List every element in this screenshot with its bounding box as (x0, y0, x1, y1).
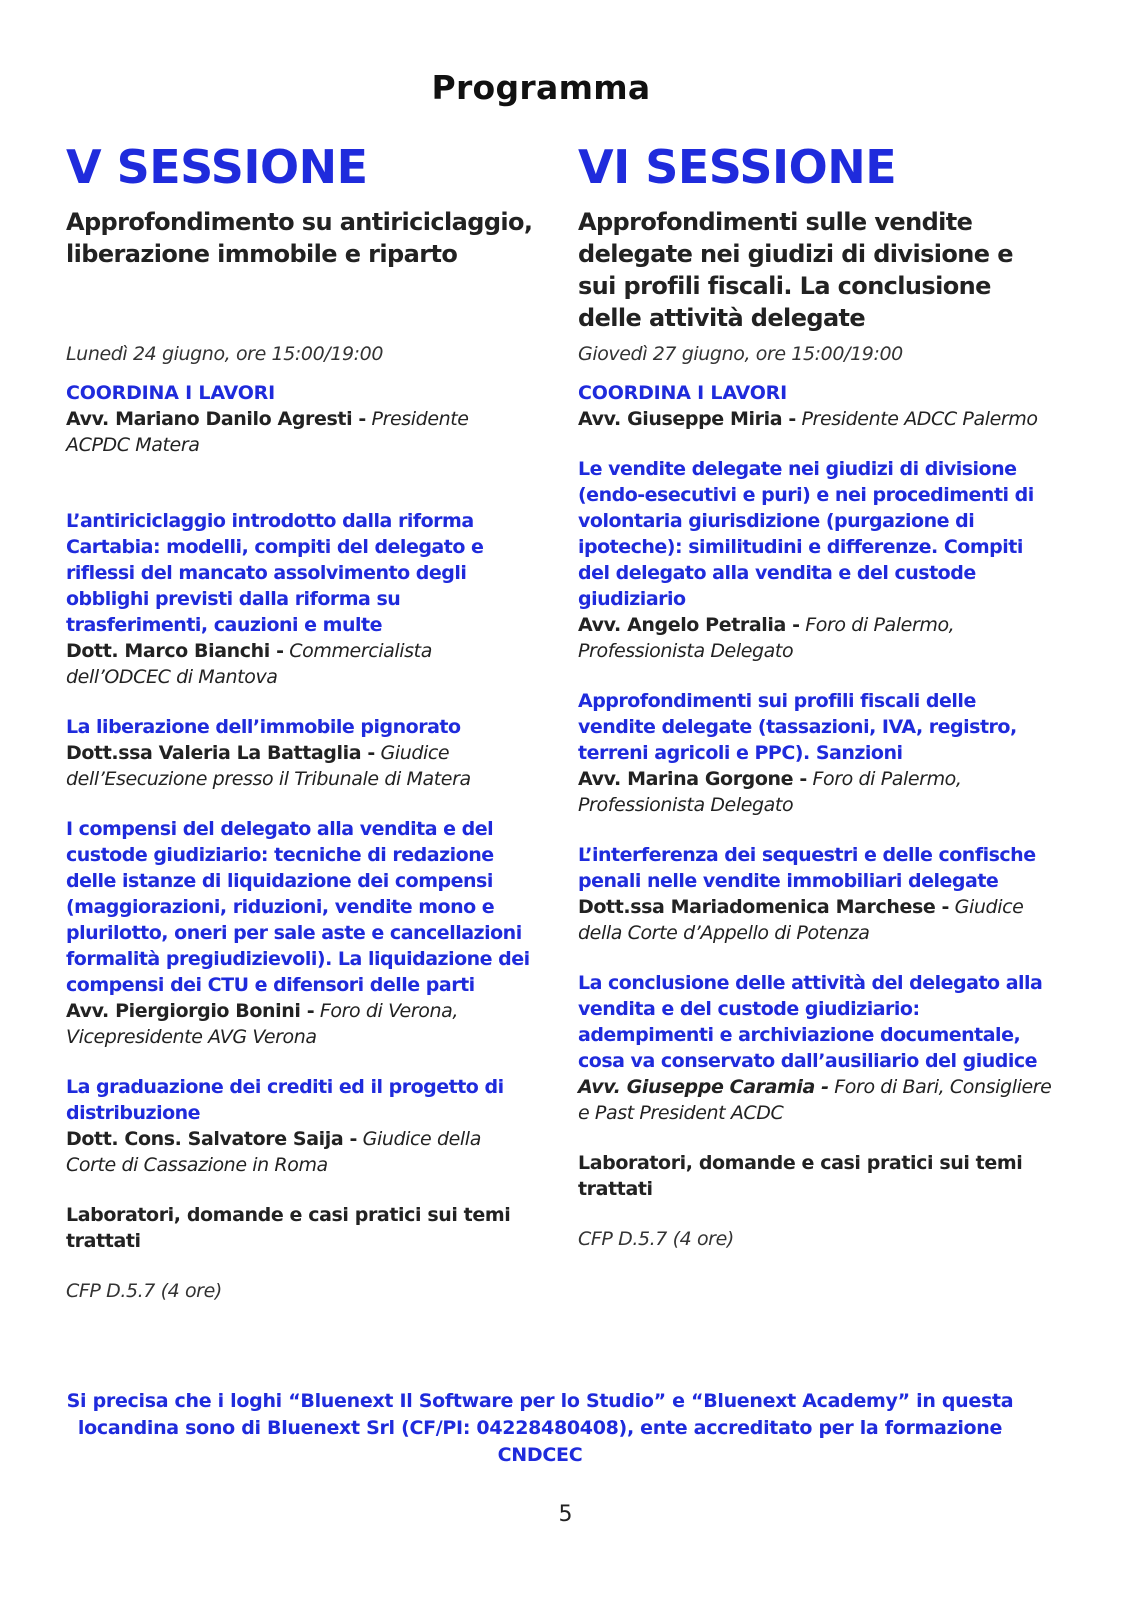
speaker-role: Giudice dell’Esecuzione presso il Tribunale di Matera (66, 742, 471, 790)
speaker-name: Dott.ssa Valeria La Battaglia - (66, 742, 375, 764)
speaker-name: Avv. Mariano Danilo Agresti - (66, 408, 366, 430)
talk-speaker (66, 740, 536, 792)
speaker-name: Avv. Piergiorgio Bonini - (66, 1000, 315, 1022)
session-title: V SESSIONE (66, 140, 368, 194)
talk-title: La conclusione delle attività del delegato alla vendita e del custode giudiziario: adempimenti e archiviazione documentale, cosa va conservato dall’ausiliario del giudice (578, 972, 1043, 1072)
speaker-role: Foro di Verona, Vicepresidente AVG Verona (66, 1000, 459, 1048)
speaker-role: Commercialista dell’ODCEC di Mantova (66, 640, 432, 688)
coordinator-speaker (578, 406, 1058, 432)
session-column-vi (578, 140, 1058, 1252)
talk-speaker (66, 1126, 536, 1178)
cfp-credits: CFP D.5.7 (4 ore) (66, 1280, 222, 1302)
speaker-role: Foro di Palermo, Professionista Delegato (578, 768, 962, 816)
talk-speaker (66, 638, 536, 690)
session-subtitle: Approfondimenti sulle vendite delegate nei giudizi di divisione e sui profili fiscali. La conclusione delle attività delegate (578, 208, 1013, 332)
speaker-role: Giudice della Corte di Cassazione in Roma (66, 1128, 481, 1176)
talk-title: L’antiriciclaggio introdotto dalla riforma Cartabia: modelli, compiti del delegato e riflessi del mancato assolvimento degli obblighi previsti dalla riforma su trasferimenti, cauzioni e multe (66, 510, 484, 636)
cfp-credits: CFP D.5.7 (4 ore) (578, 1228, 734, 1250)
speaker-name: Avv. Giuseppe Miria - (578, 408, 796, 430)
session-title: VI SESSIONE (578, 140, 897, 194)
talk-speaker (578, 612, 1058, 664)
talk-item (66, 508, 536, 690)
talk-item (578, 970, 1058, 1126)
coordinator-label: COORDINA I LAVORI (578, 382, 787, 404)
talk-title: L’interferenza dei sequestri e delle confische penali nelle vendite immobiliari delegate (578, 844, 1036, 892)
session-column-v (66, 140, 536, 1304)
talk-title: La graduazione dei crediti ed il progetto di distribuzione (66, 1076, 504, 1124)
coordinator-block (66, 380, 536, 458)
logo-notice: Si precisa che i loghi “Bluenext Il Software per lo Studio” e “Bluenext Academy” in questa locandina sono di Bluenext Srl (CF/PI: 04228480408), ente accreditato per la formazione CNDCEC (66, 1390, 1014, 1466)
lab-note: Laboratori, domande e casi pratici sui temi trattati (66, 1204, 511, 1252)
talk-title: La liberazione dell’immobile pignorato (66, 716, 461, 738)
talk-item (66, 816, 536, 1050)
session-subtitle: Approfondimento su antiriciclaggio, liberazione immobile e riparto (66, 208, 533, 268)
speaker-name: Avv. Marina Gorgone - (578, 768, 807, 790)
speaker-role: Giudice della Corte d’Appello di Potenza (578, 896, 1024, 944)
speaker-name: Dott. Marco Bianchi - (66, 640, 284, 662)
speaker-role: Foro di Palermo, Professionista Delegato (578, 614, 955, 662)
speaker-name: Dott.ssa Mariadomenica Marchese - (578, 896, 950, 918)
talk-speaker (578, 894, 1058, 946)
speaker-role: Presidente ACPDC Matera (66, 408, 469, 456)
page-title: Programma (431, 68, 651, 107)
talk-item (578, 842, 1058, 946)
coordinator-speaker (66, 406, 536, 458)
talk-title: I compensi del delegato alla vendita e del custode giudiziario: tecniche di redazione delle istanze di liquidazione dei compensi (maggiorazioni, riduzioni, vendite mono e plurilotto, oneri per sale aste e cancellazioni formalità pregiudizievoli). La liquidazione dei compensi dei CTU e difensori delle parti (66, 818, 530, 996)
talk-item (578, 456, 1058, 664)
talk-speaker (578, 766, 1058, 818)
talk-speaker (66, 998, 536, 1050)
talk-item (66, 714, 536, 792)
session-date: Giovedì 27 giugno, ore 15:00/19:00 (578, 343, 903, 365)
coordinator-block (578, 380, 1058, 432)
talk-speaker (578, 1074, 1058, 1126)
speaker-name: Avv. Angelo Petralia - (578, 614, 800, 636)
speaker-name: Dott. Cons. Salvatore Saija - (66, 1128, 357, 1150)
talk-title: Approfondimenti sui profili fiscali delle vendite delegate (tassazioni, IVA, registro, terreni agricoli e PPC). Sanzioni (578, 690, 1017, 764)
speaker-role: Foro di Bari, Consigliere e Past President ACDC (578, 1076, 1052, 1124)
talk-title: Le vendite delegate nei giudizi di divisione (endo-esecutivi e puri) e nei procedimenti di volontaria giurisdizione (purgazione di ipoteche): similitudini e differenze. Compiti del delegato alla vendita e del custode giudiziario (578, 458, 1034, 610)
talk-item (66, 1074, 536, 1178)
speaker-role: Presidente ADCC Palermo (795, 408, 1038, 430)
lab-note: Laboratori, domande e casi pratici sui temi trattati (578, 1152, 1023, 1200)
talk-item (578, 688, 1058, 818)
page-number: 5 (558, 1502, 573, 1527)
speaker-name: Avv. Giuseppe Caramia - (578, 1076, 829, 1098)
session-date: Lunedì 24 giugno, ore 15:00/19:00 (66, 343, 384, 365)
coordinator-label: COORDINA I LAVORI (66, 382, 275, 404)
